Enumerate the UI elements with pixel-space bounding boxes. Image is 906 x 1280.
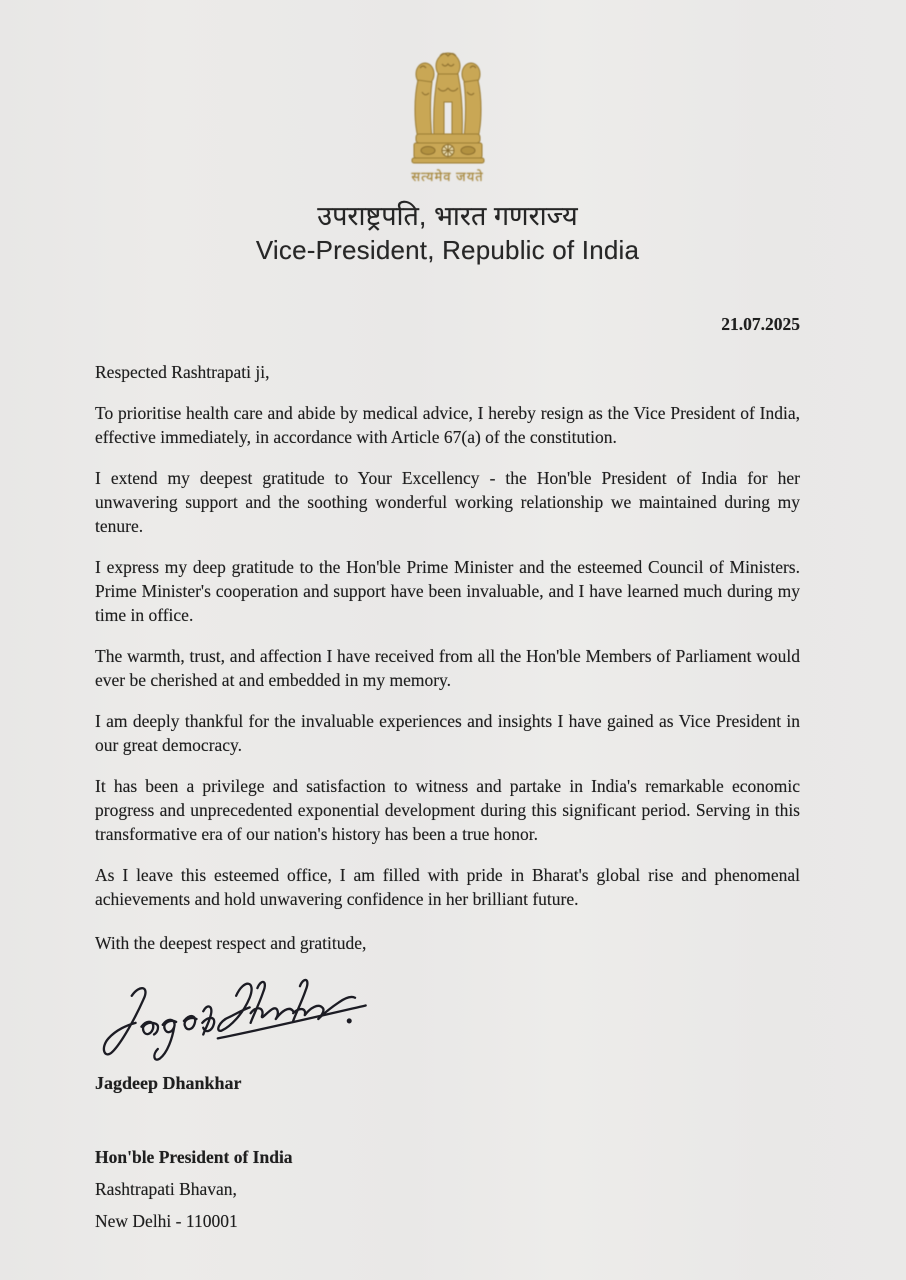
letter-paragraph: To prioritise health care and abide by medical advice, I hereby resign as the Vice President of India, effective immediately, in accordance with Article 67(a) of the constitution. bbox=[95, 403, 800, 447]
recipient-line: Hon'ble President of India bbox=[95, 1147, 293, 1167]
letter-date: 21.07.2025 bbox=[721, 314, 800, 334]
letter-paragraph: I express my deep gratitude to the Hon'ble Prime Minister and the esteemed Council of Ministers. Prime Minister's cooperation and support have been invaluable, and I have learned much during my time in office. bbox=[95, 557, 800, 625]
letter-paragraph: It has been a privilege and satisfaction to witness and partake in India's remarkable economic progress and unprecedented exponential development during this significant period. Serving in this transformative era of our nation's history has been a true honor. bbox=[95, 776, 800, 844]
closing-line: With the deepest respect and gratitude, bbox=[95, 933, 367, 953]
recipient-address bbox=[95, 1141, 800, 1237]
salutation: Respected Rashtrapati ji, bbox=[95, 362, 270, 382]
letter-paragraph: The warmth, trust, and affection I have received from all the Hon'ble Members of Parliament would ever be cherished at and embedded in my memory. bbox=[95, 646, 800, 690]
letter-paragraph: As I leave this esteemed office, I am filled with pride in Bharat's global rise and phenomenal achievements and hold unwavering confidence in her brilliant future. bbox=[95, 865, 800, 909]
letter-paragraph: I am deeply thankful for the invaluable experiences and insights I have gained as Vice President in our great democracy. bbox=[95, 711, 800, 755]
title-hindi: उपराष्ट्रपति, भारत गणराज्य bbox=[317, 201, 578, 231]
signature bbox=[95, 969, 800, 1069]
emblem-motto: सत्यमेव जयते bbox=[411, 169, 484, 184]
india-state-emblem-icon bbox=[398, 42, 498, 185]
signer-name: Jagdeep Dhankhar bbox=[95, 1073, 242, 1093]
letter-body bbox=[95, 312, 800, 1237]
recipient-line: New Delhi - 110001 bbox=[95, 1211, 238, 1231]
letter-paragraph: I extend my deepest gratitude to Your Excellency - the Hon'ble President of India for her unwavering support and the soothing wonderful working relationship we maintained during my tenure. bbox=[95, 468, 800, 536]
recipient-line: Rashtrapati Bhavan, bbox=[95, 1179, 237, 1199]
letterhead bbox=[95, 42, 800, 266]
title-english: Vice-President, Republic of India bbox=[255, 235, 640, 265]
